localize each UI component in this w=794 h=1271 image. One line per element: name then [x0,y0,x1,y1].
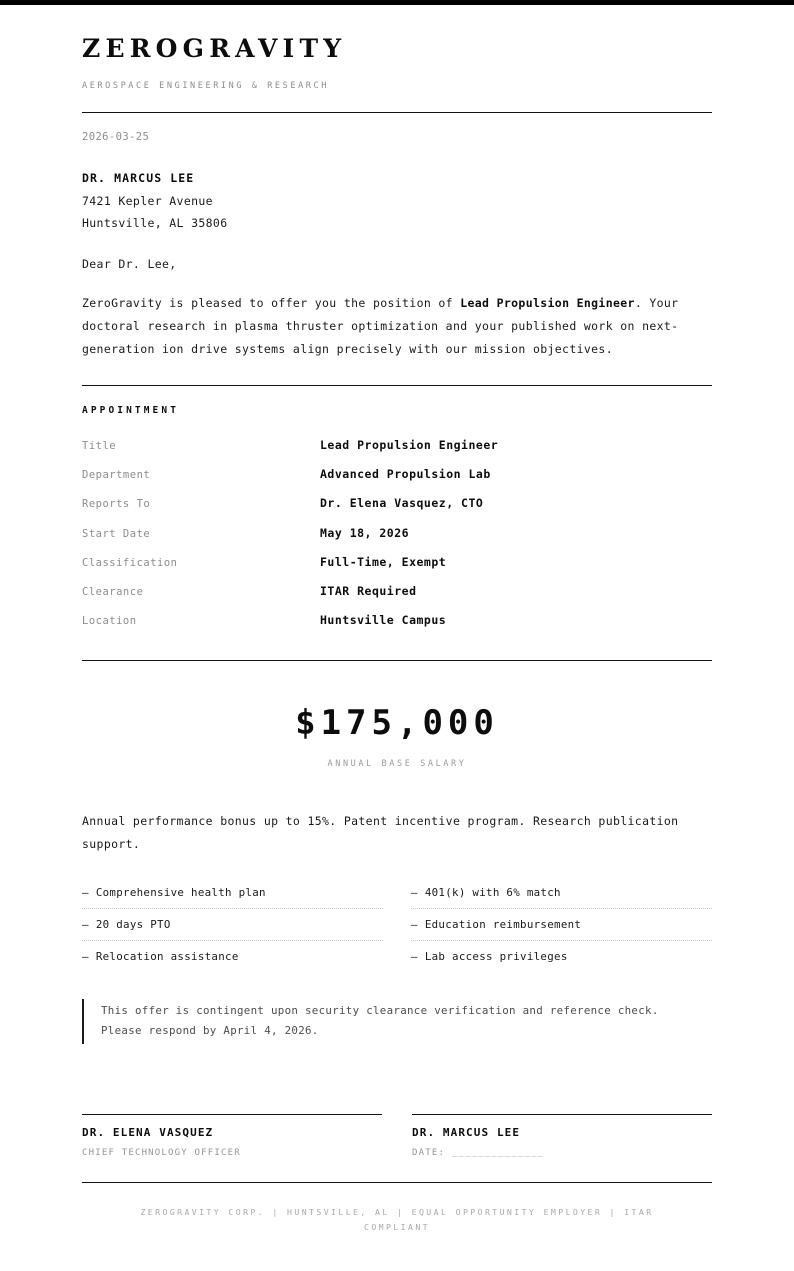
table-row [82,576,712,605]
table-row [82,430,712,459]
benefits-grid [82,877,712,972]
document-content [0,5,794,1235]
list-item [82,909,383,941]
spec-label-clearance: Clearance [82,585,144,598]
appointment-section-title: APPOINTMENT [82,405,180,417]
signature-name-employer: DR. ELENA VASQUEZ [82,1126,214,1140]
spec-label-location: Location [82,615,137,628]
recipient-block [82,167,712,235]
spec-label-department: Department [82,469,151,482]
benefit-label: Lab access privileges [424,949,568,963]
dash-icon: — [411,917,418,931]
recipient-street: 7421 Kepler Avenue [82,193,213,208]
salutation: Dear Dr. Lee, [82,257,177,272]
contingency-note [82,999,712,1044]
signature-block-employer [82,1114,382,1158]
appointment-section-divider [82,385,712,386]
signature-subtitle-employer: CHIEF TECHNOLOGY OFFICER [82,1148,241,1159]
list-item [411,877,712,909]
contingency-line-1: This offer is contingent upon security clearance verification and reference check. [101,1003,659,1017]
spec-value-start-date: May 18, 2026 [320,525,410,540]
signature-line-employer[interactable] [82,1114,382,1158]
list-item [82,877,383,909]
letterhead-divider [82,112,712,113]
spec-label-start-date: Start Date [82,527,151,540]
benefit-label: Comprehensive health plan [95,885,266,899]
spec-label-reports-to: Reports To [82,498,151,511]
spec-value-reports-to: Dr. Elena Vasquez, CTO [320,496,484,511]
spec-value-location: Huntsville Campus [320,613,447,628]
document-date: 2026-03-25 [82,130,150,143]
salary-section-divider [82,660,712,661]
company-name: ZEROGRAVITY [82,34,347,63]
signature-name-candidate: DR. MARCUS LEE [412,1126,521,1140]
intro-text-after: . Your doctoral research in plasma thruster optimization and your published work on next-generation ion drive systems align precisely with our mission objectives. [82,296,679,356]
recipient-city-state-zip: Huntsville, AL 35806 [82,216,228,231]
spec-value-classification: Full-Time, Exempt [320,554,447,569]
signature-row [82,1114,712,1158]
spec-label-title: Title [82,439,117,452]
table-row [82,605,712,634]
company-tagline: AEROSPACE ENGINEERING & RESEARCH [82,80,329,91]
benefit-label: 20 days PTO [95,917,171,931]
recipient-name: DR. MARCUS LEE [82,170,195,185]
offered-position: Lead Propulsion Engineer [460,296,635,311]
appointment-details-table [82,430,712,634]
letterhead [82,35,712,91]
intro-paragraph [82,292,712,360]
list-item [82,941,383,972]
signature-block-candidate [412,1114,712,1158]
spec-value-department: Advanced Propulsion Lab [320,467,491,482]
dash-icon: — [411,949,418,963]
footer-legal-text: ZEROGRAVITY CORP. | HUNTSVILLE, AL | EQUAL OPPORTUNITY EMPLOYER | ITAR COMPLIANT [140,1207,654,1233]
salary-caption: ANNUAL BASE SALARY [327,759,467,770]
list-item [411,941,712,972]
footer-divider [82,1182,712,1183]
list-item [411,909,712,941]
table-row [82,547,712,576]
benefits-note: Annual performance bonus up to 15%. Patent incentive program. Research publication support. [82,814,679,851]
salary-amount: $175,000 [295,702,499,743]
dash-icon: — [411,885,418,899]
salary-block [82,702,712,770]
dash-icon: — [82,949,89,963]
spec-value-title: Lead Propulsion Engineer [320,437,499,452]
table-row [82,489,712,518]
contingency-line-2: Please respond by April 4, 2026. [101,1024,319,1038]
benefit-label: 401(k) with 6% match [424,885,561,899]
dash-icon: — [82,885,89,899]
table-row [82,460,712,489]
spec-value-clearance: ITAR Required [320,583,417,598]
dash-icon: — [82,917,89,931]
intro-text-before: ZeroGravity is pleased to offer you the position of [82,296,461,311]
signature-date-field[interactable]: DATE: ______________ [412,1148,545,1159]
benefit-label: Relocation assistance [95,949,239,963]
signature-line-candidate[interactable] [412,1114,712,1158]
spec-label-classification: Classification [82,556,178,569]
benefit-label: Education reimbursement [424,917,582,931]
table-row [82,518,712,547]
